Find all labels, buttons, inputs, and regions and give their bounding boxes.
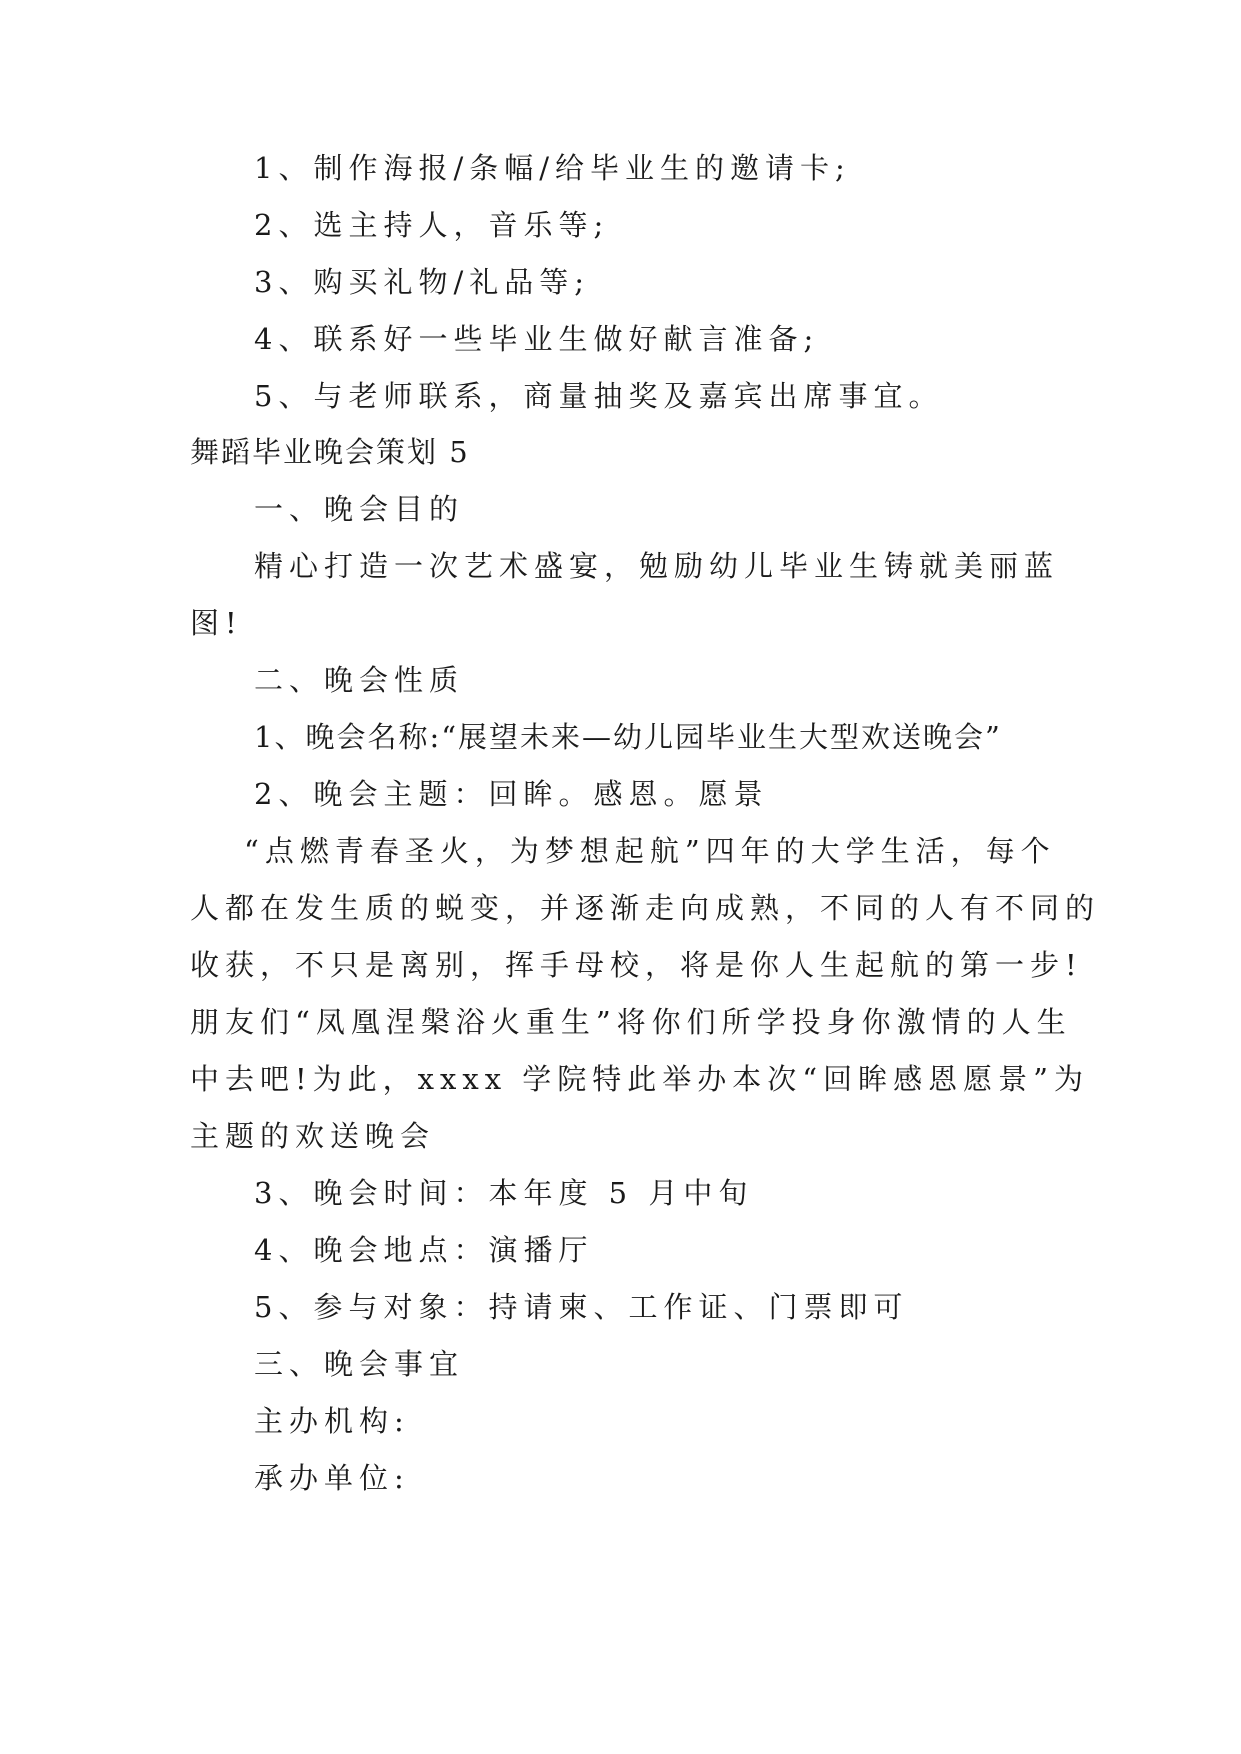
- paragraph-line-2: 人都在发生质的蜕变，并逐渐走向成熟，不同的人有不同的: [190, 891, 1101, 925]
- paragraph-line-1: “点燃青春圣火，为梦想起航”四年的大学生活，每个: [244, 834, 1056, 868]
- paragraph-line-6: 主题的欢送晚会: [190, 1119, 436, 1153]
- host-unit-label: 承办单位:: [254, 1461, 410, 1495]
- paragraph-line-5: 中去吧!为此，xxxx 学院特此举办本次“回眸感恩愿景”为: [190, 1062, 1089, 1096]
- evening-name: 1、晚会名称:“展望未来—幼儿园毕业生大型欢送晚会”: [254, 720, 1002, 754]
- evening-attendees: 5、参与对象：持请柬、工作证、门票即可: [254, 1290, 909, 1324]
- prep-item-5: 5、与老师联系，商量抽奖及嘉宾出席事宜。: [254, 379, 944, 413]
- paragraph-line-3: 收获，不只是离别，挥手母校，将是你人生起航的第一步!: [190, 948, 1083, 982]
- organizer-label: 主办机构:: [254, 1404, 410, 1438]
- prep-item-2: 2、选主持人，音乐等;: [254, 208, 610, 242]
- part1-heading: 一、晚会目的: [254, 492, 465, 526]
- part3-heading: 三、晚会事宜: [254, 1347, 465, 1381]
- prep-item-4: 4、联系好一些毕业生做好献言准备;: [254, 322, 820, 356]
- evening-theme: 2、晚会主题：回眸。感恩。愿景: [254, 777, 769, 811]
- paragraph-line-4: 朋友们“凤凰涅槃浴火重生”将你们所学投身你激情的人生: [190, 1005, 1072, 1039]
- part2-heading: 二、晚会性质: [254, 663, 465, 697]
- evening-location: 4、晚会地点：演播厅: [254, 1233, 594, 1267]
- part1-body-line-1: 精心打造一次艺术盛宴，勉励幼儿毕业生铸就美丽蓝: [254, 549, 1060, 583]
- evening-time: 3、晚会时间：本年度 5 月中旬: [254, 1176, 754, 1210]
- part1-body-line-2: 图!: [190, 606, 243, 640]
- section-title: 舞蹈毕业晚会策划 5: [190, 435, 470, 469]
- prep-item-1: 1、制作海报/条幅/给毕业生的邀请卡;: [254, 151, 851, 185]
- prep-item-3: 3、购买礼物/礼品等;: [254, 265, 590, 299]
